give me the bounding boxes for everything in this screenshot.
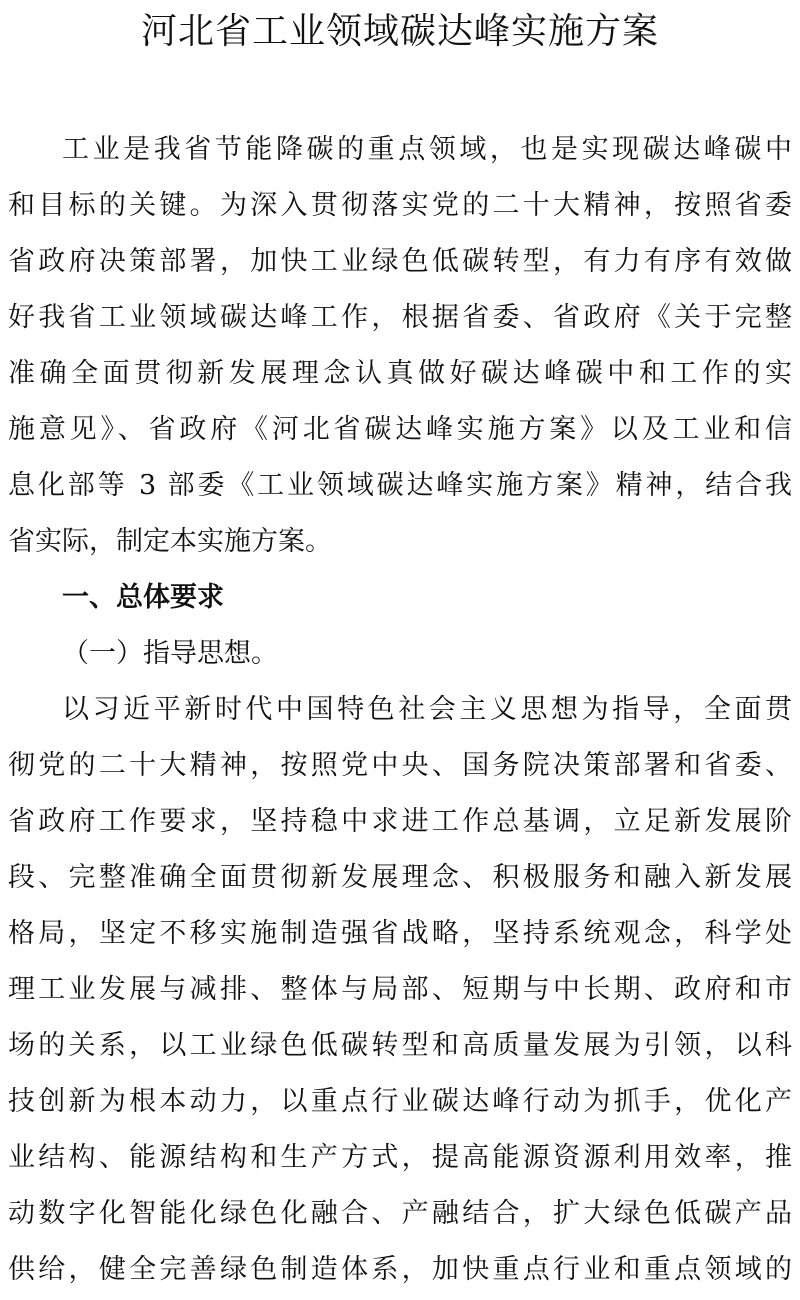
- intro-line: 省政府决策部署，加快工业绿色低碳转型，有力有序有效做: [8, 246, 792, 277]
- body-line: 业结构、能源结构和生产方式，提高能源资源利用效率，推: [8, 1142, 792, 1173]
- body-line: 彻党的二十大精神，按照党中央、国务院决策部署和省委、: [8, 750, 792, 781]
- subsection-heading: （一）指导思想。: [62, 638, 278, 669]
- body-line: 技创新为根本动力，以重点行业碳达峰行动为抓手，优化产: [8, 1086, 792, 1117]
- body-line: 理工业发展与减排、整体与局部、短期与中长期、政府和市: [8, 974, 792, 1005]
- document-title: 河北省工业领域碳达峰实施方案: [140, 11, 659, 52]
- intro-line: 施意见》、省政府《河北省碳达峰实施方案》以及工业和信: [8, 414, 792, 445]
- body-line: 场的关系，以工业绿色低碳转型和高质量发展为引领，以科: [8, 1030, 792, 1061]
- body-line: 动数字化智能化绿色化融合、产融结合，扩大绿色低碳产品: [8, 1198, 792, 1229]
- body-line: 供给，健全完善绿色制造体系，加快重点行业和重点领域的: [8, 1254, 792, 1285]
- body-line: 以习近平新时代中国特色社会主义思想为指导，全面贯: [62, 694, 792, 725]
- body-line: 段、完整准确全面贯彻新发展理念、积极服务和融入新发展: [8, 862, 792, 893]
- body-line: 省政府工作要求，坚持稳中求进工作总基调，立足新发展阶: [8, 806, 792, 837]
- intro-line: 准确全面贯彻新发展理念认真做好碳达峰碳中和工作的实: [8, 358, 792, 389]
- body-line: 格局，坚定不移实施制造强省战略，坚持系统观念，科学处: [8, 918, 792, 949]
- section-heading: 一、总体要求: [62, 582, 224, 613]
- intro-line: 好我省工业领域碳达峰工作，根据省委、省政府《关于完整: [8, 302, 792, 333]
- intro-line: 省实际，制定本实施方案。: [8, 526, 332, 557]
- intro-line: 和目标的关键。为深入贯彻落实党的二十大精神，按照省委: [8, 190, 792, 221]
- intro-line: 工业是我省节能降碳的重点领域，也是实现碳达峰碳中: [62, 134, 792, 165]
- intro-line: 息化部等 3 部委《工业领域碳达峰实施方案》精神，结合我: [8, 470, 792, 501]
